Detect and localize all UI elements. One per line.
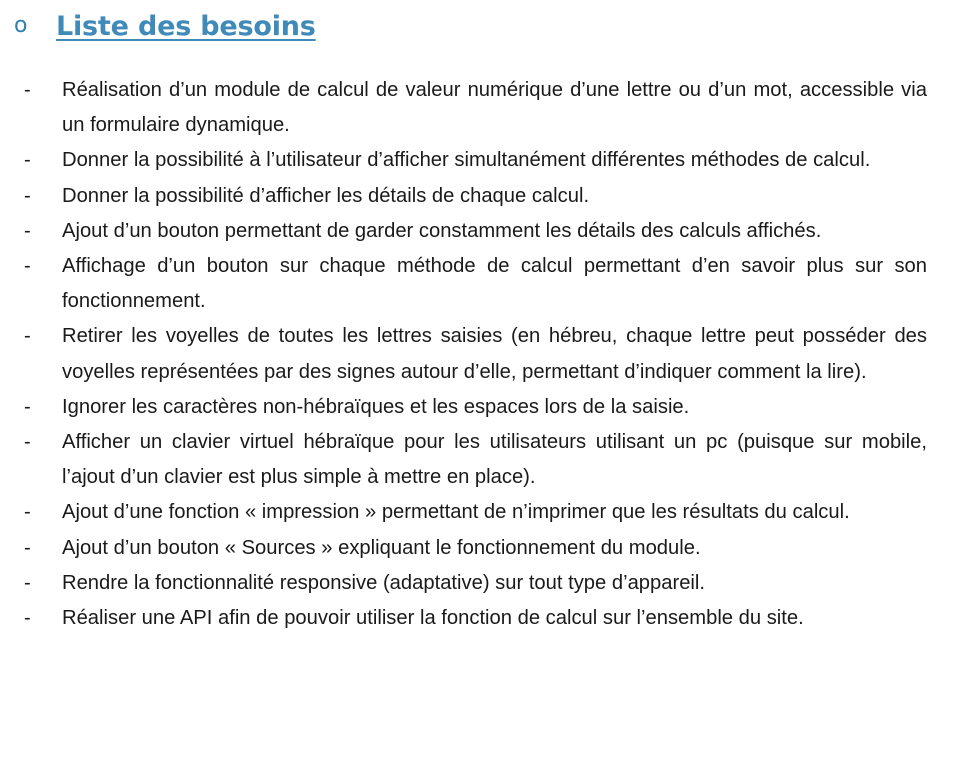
dash-bullet: - — [24, 79, 31, 101]
dash-bullet: - — [24, 607, 31, 630]
list-item — [0, 390, 971, 425]
list-item-text: Affichage d’un bouton sur chaque méthode de calcul permettant d’en savoir plus sur son fonctionnement. — [62, 255, 927, 313]
list-item — [0, 319, 971, 389]
list-item-text: Réalisation d’un module de calcul de valeur numérique d’une lettre ou d’un mot, accessible via un formulaire dynamique. — [62, 79, 927, 137]
circle-bullet-icon: o — [14, 13, 28, 38]
dash-bullet: - — [24, 325, 31, 348]
list-item-text: Ignorer les caractères non-hébraïques et les espaces lors de la saisie. — [62, 395, 690, 418]
list-item-text: Retirer les voyelles de toutes les lettres saisies (en hébreu, chaque lettre peut posséder des voyelles représentées par des signes autour d’elle, permettant d’indiquer comment la lire). — [62, 325, 927, 383]
section-heading — [14, 6, 316, 46]
list-item-text: Ajout d’une fonction « impression » permettant de n’imprimer que les résultats du calcul. — [62, 501, 850, 524]
dash-bullet: - — [24, 501, 31, 524]
list-item — [0, 531, 971, 566]
list-item-text: Ajout d’un bouton permettant de garder constamment les détails des calculs affichés. — [62, 219, 822, 242]
section-title: Liste des besoins — [56, 10, 316, 42]
list-item-text: Donner la possibilité d’afficher les détails de chaque calcul. — [62, 184, 590, 207]
list-item — [0, 495, 971, 530]
dash-bullet: - — [24, 219, 31, 242]
list-item-text: Ajout d’un bouton « Sources » expliquant le fonctionnement du module. — [62, 536, 701, 559]
list-item-text: Rendre la fonctionnalité responsive (adaptative) sur tout type d’appareil. — [62, 571, 706, 594]
list-item — [0, 143, 971, 178]
dash-bullet: - — [24, 431, 31, 454]
list-item — [0, 73, 971, 143]
dash-bullet: - — [24, 571, 31, 594]
dash-bullet: - — [24, 149, 31, 172]
list-item-text: Réaliser une API afin de pouvoir utiliser la fonction de calcul sur l’ensemble du site. — [62, 607, 804, 630]
dash-bullet: - — [24, 536, 31, 559]
list-item — [0, 425, 971, 495]
list-item-text: Afficher un clavier virtuel hébraïque pour les utilisateurs utilisant un pc (puisque sur mobile, l’ajout d’un clavier est plus simple à mettre en place). — [62, 431, 927, 489]
list-item — [0, 214, 971, 249]
list-item — [0, 249, 971, 319]
dash-bullet: - — [24, 395, 31, 418]
list-item — [0, 179, 971, 214]
needs-list — [0, 73, 971, 636]
list-item — [0, 566, 971, 601]
dash-bullet: - — [24, 184, 31, 207]
dash-bullet: - — [24, 255, 31, 278]
list-item — [0, 601, 971, 636]
list-item-text: Donner la possibilité à l’utilisateur d’afficher simultanément différentes méthodes de calcul. — [62, 149, 871, 172]
